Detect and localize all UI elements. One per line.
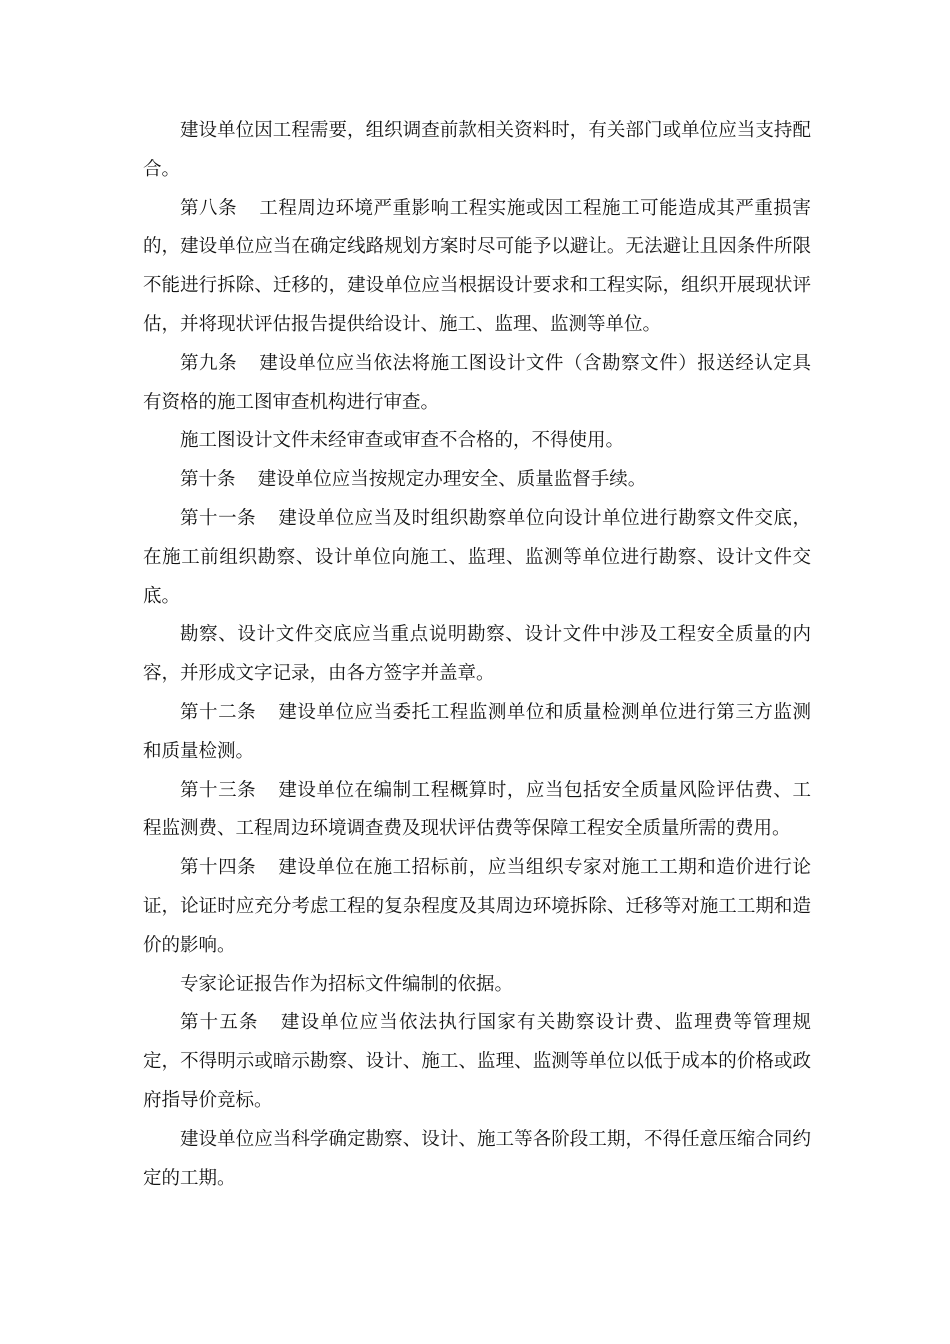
paragraph xyxy=(143,422,811,461)
paragraph xyxy=(143,500,811,616)
paragraph-text: 建设单位应当委托工程监测单位和质量检测单位进行第三方监测和质量检测。 xyxy=(143,701,811,762)
paragraph xyxy=(143,966,811,1005)
paragraph xyxy=(143,694,811,772)
article-number: 第十四条 xyxy=(180,857,257,879)
paragraph xyxy=(143,616,811,694)
paragraph-text: 建设单位应当按规定办理安全、质量监督手续。 xyxy=(257,469,647,491)
paragraph xyxy=(143,1121,811,1199)
paragraph-text: 建设单位因工程需要，组织调查前款相关资料时，有关部门或单位应当支持配合。 xyxy=(143,120,811,180)
article-number: 第八条 xyxy=(180,197,238,219)
paragraph xyxy=(143,772,811,850)
paragraph-text: 专家论证报告作为招标文件编制的依据。 xyxy=(180,973,514,995)
paragraph xyxy=(143,345,811,423)
paragraph-text: 建设单位应当依法将施工图设计文件（含勘察文件）报送经认定具有资格的施工图审查机构进行审查。 xyxy=(143,352,811,413)
paragraph-text: 建设单位应当科学确定勘察、设计、施工等各阶段工期，不得任意压缩合同约定的工期。 xyxy=(143,1128,811,1189)
paragraph-text: 建设单位应当及时组织勘察单位向设计单位进行勘察文件交底，在施工前组织勘察、设计单位向施工、监理、监测等单位进行勘察、设计文件交底。 xyxy=(143,507,811,607)
paragraph-text: 工程周边环境严重影响工程实施或因工程施工可能造成其严重损害的，建设单位应当在确定线路规划方案时尽可能予以避让。无法避让且因条件所限不能进行拆除、迁移的，建设单位应当根据设计要求和工程实际，组织开展现状评估，并将现状评估报告提供给设计、施工、监理、监测等单位。 xyxy=(143,197,811,335)
document-body xyxy=(143,112,811,1198)
article-number: 第十二条 xyxy=(180,701,257,723)
article-number: 第十一条 xyxy=(180,507,257,529)
paragraph xyxy=(143,190,811,345)
article-number: 第十三条 xyxy=(180,779,257,801)
paragraph xyxy=(143,461,811,500)
paragraph xyxy=(143,849,811,965)
paragraph-text: 施工图设计文件未经审查或审查不合格的，不得使用。 xyxy=(180,430,625,452)
article-number: 第十条 xyxy=(180,469,236,491)
paragraph-text: 建设单位在施工招标前，应当组织专家对施工工期和造价进行论证，论证时应充分考虑工程的复杂程度及其周边环境拆除、迁移等对施工工期和造价的影响。 xyxy=(143,857,811,956)
paragraph-text: 建设单位在编制工程概算时，应当包括安全质量风险评估费、工程监测费、工程周边环境调查费及现状评估费等保障工程安全质量所需的费用。 xyxy=(143,779,811,840)
article-number: 第九条 xyxy=(180,352,238,374)
article-number: 第十五条 xyxy=(180,1012,259,1034)
paragraph xyxy=(143,112,811,190)
paragraph-text: 勘察、设计文件交底应当重点说明勘察、设计文件中涉及工程安全质量的内容，并形成文字记录，由各方签字并盖章。 xyxy=(143,624,811,685)
paragraph-text: 建设单位应当依法执行国家有关勘察设计费、监理费等管理规定，不得明示或暗示勘察、设计、施工、监理、监测等单位以低于成本的价格或政府指导价竞标。 xyxy=(143,1012,811,1111)
paragraph xyxy=(143,1004,811,1120)
